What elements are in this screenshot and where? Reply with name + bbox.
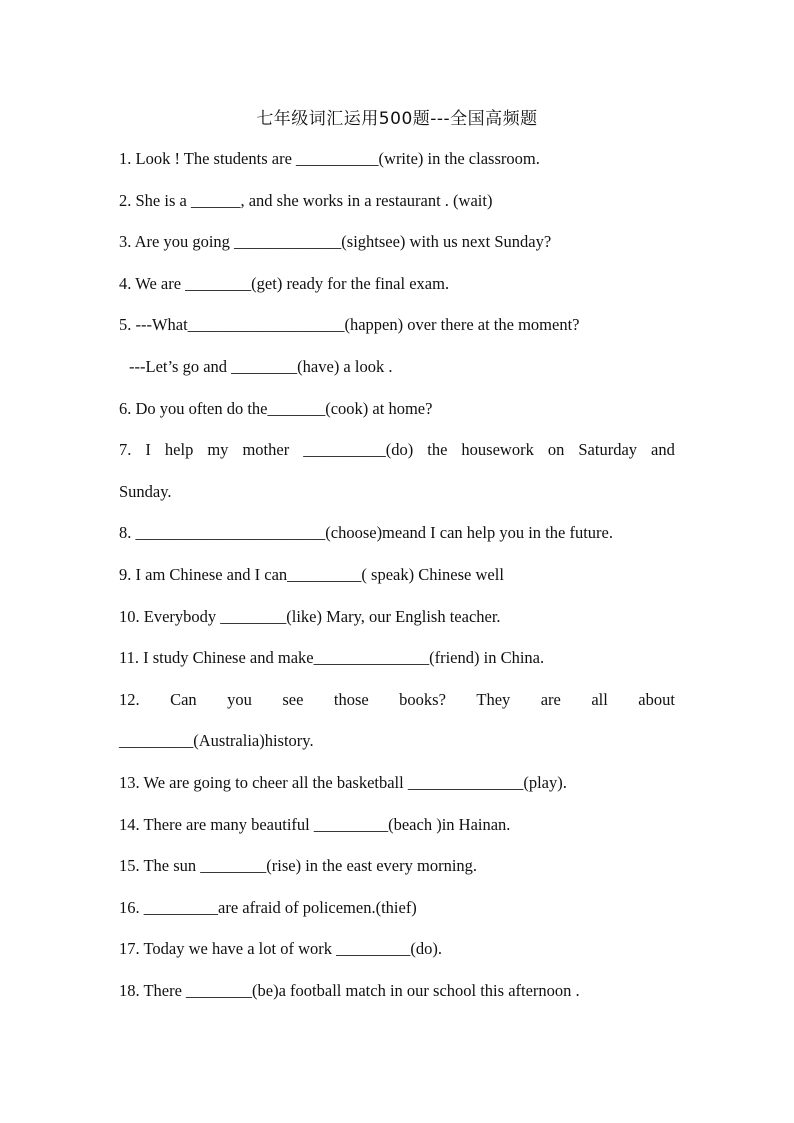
q12-word: Can bbox=[170, 690, 197, 709]
page-title: 七年级词汇运用500题---全国高频题 bbox=[256, 109, 538, 129]
q12-word: 12. bbox=[119, 690, 140, 709]
question-5-reply: ---Let’s go and ________(have) a look . bbox=[129, 357, 393, 376]
question-6: 6. Do you often do the_______(cook) at home? bbox=[119, 399, 433, 418]
q7-word: housework bbox=[461, 440, 534, 459]
q12-word: you bbox=[227, 690, 252, 709]
question-12-continued: _________(Australia)history. bbox=[119, 731, 314, 750]
question-9: 9. I am Chinese and I can_________( speak) Chinese well bbox=[119, 565, 504, 584]
q12-word: those bbox=[333, 690, 369, 709]
question-13: 13. We are going to cheer all the basketball ______________(play). bbox=[119, 773, 567, 792]
q7-word: the bbox=[427, 440, 448, 459]
question-14: 14. There are many beautiful _________(beach )in Hainan. bbox=[119, 815, 511, 834]
q7-word: mother bbox=[242, 440, 290, 459]
q7-word: __________(do) bbox=[303, 440, 414, 459]
question-7-continued: Sunday. bbox=[119, 482, 172, 501]
question-8: 8. _______________________(choose)meand I can help you in the future. bbox=[119, 523, 613, 542]
question-1: 1. Look ! The students are __________(write) in the classroom. bbox=[119, 149, 540, 168]
q7-word: on bbox=[547, 440, 565, 459]
question-2: 2. She is a ______, and she works in a restaurant . (wait) bbox=[119, 191, 493, 210]
question-3: 3. Are you going _____________(sightsee) with us next Sunday? bbox=[119, 232, 552, 251]
question-10: 10. Everybody ________(like) Mary, our English teacher. bbox=[119, 607, 501, 626]
q12-word: books? bbox=[399, 690, 446, 709]
question-7 bbox=[119, 439, 675, 461]
q7-word: help bbox=[164, 440, 194, 459]
q12-word: see bbox=[282, 690, 304, 709]
q7-word: and bbox=[651, 440, 675, 459]
question-18: 18. There ________(be)a football match in our school this afternoon . bbox=[119, 981, 580, 1000]
q12-word: They bbox=[476, 690, 511, 709]
question-5: 5. ---What___________________(happen) over there at the moment? bbox=[119, 315, 580, 334]
question-12 bbox=[119, 689, 675, 711]
question-16: 16. _________are afraid of policemen.(thief) bbox=[119, 898, 417, 917]
question-17: 17. Today we have a lot of work _________(do). bbox=[119, 939, 442, 958]
q12-word: about bbox=[638, 690, 675, 709]
q7-word: Saturday bbox=[578, 440, 638, 459]
q7-word: 7. bbox=[119, 440, 132, 459]
q12-word: all bbox=[591, 690, 608, 709]
q12-word: are bbox=[540, 690, 561, 709]
question-11: 11. I study Chinese and make______________(friend) in China. bbox=[119, 648, 545, 667]
q7-word: my bbox=[207, 440, 229, 459]
question-15: 15. The sun ________(rise) in the east every morning. bbox=[119, 856, 478, 875]
question-4: 4. We are ________(get) ready for the final exam. bbox=[119, 274, 450, 293]
q7-word: I bbox=[145, 440, 151, 459]
